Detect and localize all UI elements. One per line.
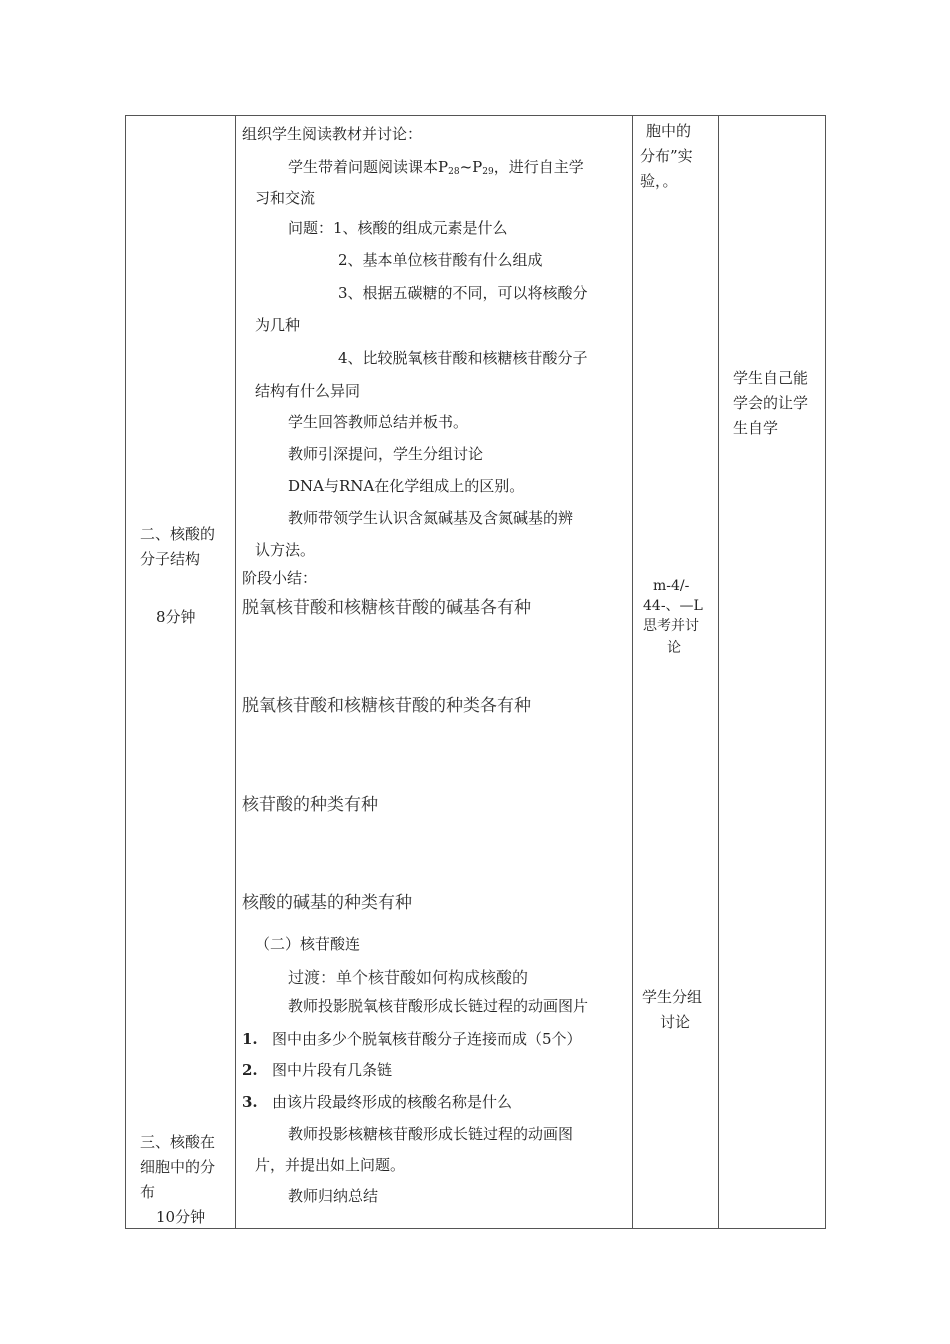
- content-line: 教师归纳总结: [288, 1187, 379, 1205]
- text-fragment: 学生带着问题阅读课本P: [288, 158, 449, 176]
- question-2: 2、基本单位核苷酸有什么组成: [338, 251, 543, 269]
- activity-text: 胞中的: [646, 122, 692, 140]
- page-subscript: 29: [482, 167, 494, 177]
- content-line: 学生回答教师总结并板书。: [288, 413, 469, 431]
- numbered-item-marker: 1.: [242, 1030, 258, 1048]
- content-line: 习和交流: [255, 189, 316, 207]
- question-4: 4、比较脱氧核苷酸和核糖核苷酸分子: [338, 349, 588, 367]
- summary-question-2: 脱氧核苷酸和核糖核苷酸的种类各有种: [242, 696, 531, 716]
- section-3-title-line2: 细胞中的分: [140, 1158, 216, 1176]
- subsection-heading: （二）核苷酸连: [255, 935, 361, 953]
- question-4-cont: 结构有什么异同: [255, 382, 361, 400]
- section-2-title-line1: 二、核酸的: [140, 525, 216, 543]
- column-divider-2: [632, 115, 633, 1228]
- page-subscript: 28: [448, 167, 460, 177]
- section-3-title-line1: 三、核酸在: [140, 1133, 216, 1151]
- stage-summary-heading: 阶段小结：: [242, 569, 318, 587]
- content-line: 教师投影脱氧核苷酸形成长链过程的动画图片: [288, 997, 589, 1015]
- activity-text: m-4/-: [653, 578, 690, 594]
- question-3: 3、根据五碳糖的不同，可以将核酸分: [338, 284, 588, 302]
- section-2-time: 8分钟: [156, 608, 196, 626]
- activity-text: 分布”实: [640, 147, 693, 165]
- summary-question-1: 脱氧核苷酸和核糖核苷酸的碱基各有种: [242, 598, 531, 618]
- content-line: 组织学生阅读教材并讨论：: [242, 125, 423, 143]
- content-line: 教师投影核糖核苷酸形成长链过程的动画图: [288, 1125, 574, 1143]
- activity-text: 验，。: [640, 172, 678, 190]
- activity-text: 讨论: [660, 1013, 691, 1031]
- activity-text: 44-、—L: [643, 598, 703, 614]
- activity-text: 学生分组: [642, 988, 703, 1006]
- numbered-item-marker: 2.: [242, 1061, 258, 1079]
- summary-question-3: 核苷酸的种类有种: [242, 795, 378, 815]
- content-line: 片，并提出如上问题。: [255, 1156, 406, 1174]
- activity-text: 思考并讨: [643, 618, 699, 634]
- column-divider-1: [235, 115, 236, 1228]
- content-line-textbook-pages: [288, 157, 584, 182]
- transition-line: 过渡：单个核苷酸如何构成核酸的: [288, 968, 529, 987]
- content-line: 认方法。: [255, 541, 316, 559]
- content-line: DNA与RNA在化学组成上的区别。: [288, 477, 525, 495]
- section-3-time: 10分钟: [156, 1208, 206, 1226]
- numbered-item-marker: 3.: [242, 1093, 258, 1111]
- column-divider-3: [718, 115, 719, 1228]
- content-line: 教师引深提问，学生分组讨论: [288, 445, 484, 463]
- section-2-title-line2: 分子结构: [140, 550, 201, 568]
- summary-question-4: 核酸的碱基的种类有种: [242, 893, 412, 913]
- numbered-item: 图中片段有几条链: [272, 1061, 393, 1079]
- question-1: 问题：1、核酸的组成元素是什么: [288, 219, 508, 237]
- text-fragment: ~P: [459, 158, 483, 176]
- question-3-cont: 为几种: [255, 316, 301, 334]
- numbered-item: 图中由多少个脱氧核苷酸分子连接而成（5个）: [272, 1030, 582, 1048]
- numbered-item: 由该片段最终形成的核酸名称是什么: [272, 1093, 513, 1111]
- section-3-title-line3: 布: [140, 1183, 156, 1201]
- content-line: 教师带领学生认识含氮碱基及含氮碱基的辨: [288, 509, 574, 527]
- activity-text: 论: [667, 640, 681, 656]
- design-intent-text: 学生自己能: [733, 369, 809, 387]
- text-fragment: ，进行自主学: [493, 158, 584, 176]
- design-intent-text: 学会的让学: [733, 394, 809, 412]
- design-intent-text: 生自学: [733, 419, 779, 437]
